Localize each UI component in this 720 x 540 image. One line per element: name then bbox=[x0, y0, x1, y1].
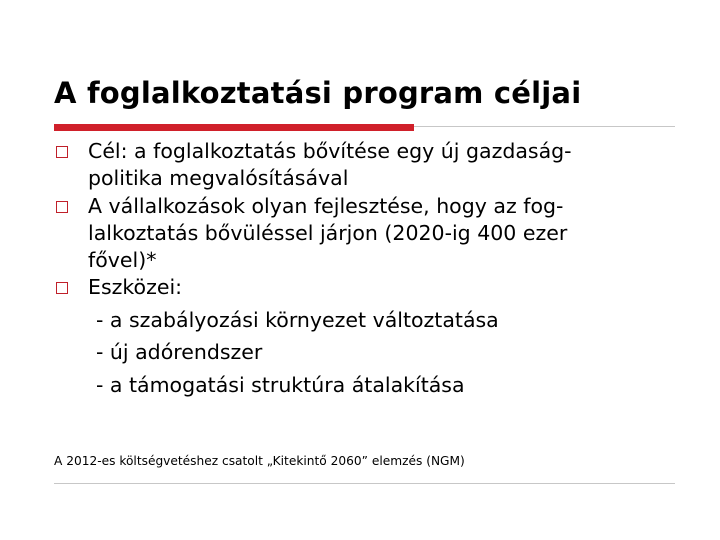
bullet-line: lalkoztatás bővüléssel járjon (2020-ig 400 ezer bbox=[88, 220, 568, 245]
bullet-line: Cél: a foglalkoztatás bővítése egy új gazdaság- bbox=[88, 139, 572, 163]
hollow-square-bullet-icon bbox=[56, 282, 68, 294]
tools-sublist bbox=[54, 304, 694, 402]
bullet-list bbox=[54, 138, 694, 402]
bullet-line: Eszközei: bbox=[88, 275, 183, 300]
bullet-item-tools bbox=[54, 274, 694, 301]
bullet-line: politika megvalósításával bbox=[88, 166, 349, 191]
footer-divider bbox=[54, 483, 675, 484]
footnote: A 2012-es költségvetéshez csatolt „Kitekintő 2060” elemzés (NGM) bbox=[54, 454, 465, 468]
bullet-item-goal bbox=[54, 138, 694, 193]
slide-title: A foglalkoztatási program céljai bbox=[54, 76, 582, 110]
hollow-square-bullet-icon bbox=[56, 201, 68, 213]
sub-item-regulation: - a szabályozási környezet változtatása bbox=[96, 307, 499, 332]
title-accent-bar bbox=[54, 124, 414, 131]
sub-item-tax-system: - új adórendszer bbox=[96, 340, 263, 365]
bullet-line: A vállalkozások olyan fejlesztése, hogy az fog- bbox=[88, 193, 564, 218]
bullet-item-companies bbox=[54, 193, 694, 275]
bullet-line: fővel)* bbox=[88, 248, 157, 272]
sub-item-support-structure: - a támogatási struktúra átalakítása bbox=[96, 373, 465, 398]
hollow-square-bullet-icon bbox=[56, 146, 68, 158]
